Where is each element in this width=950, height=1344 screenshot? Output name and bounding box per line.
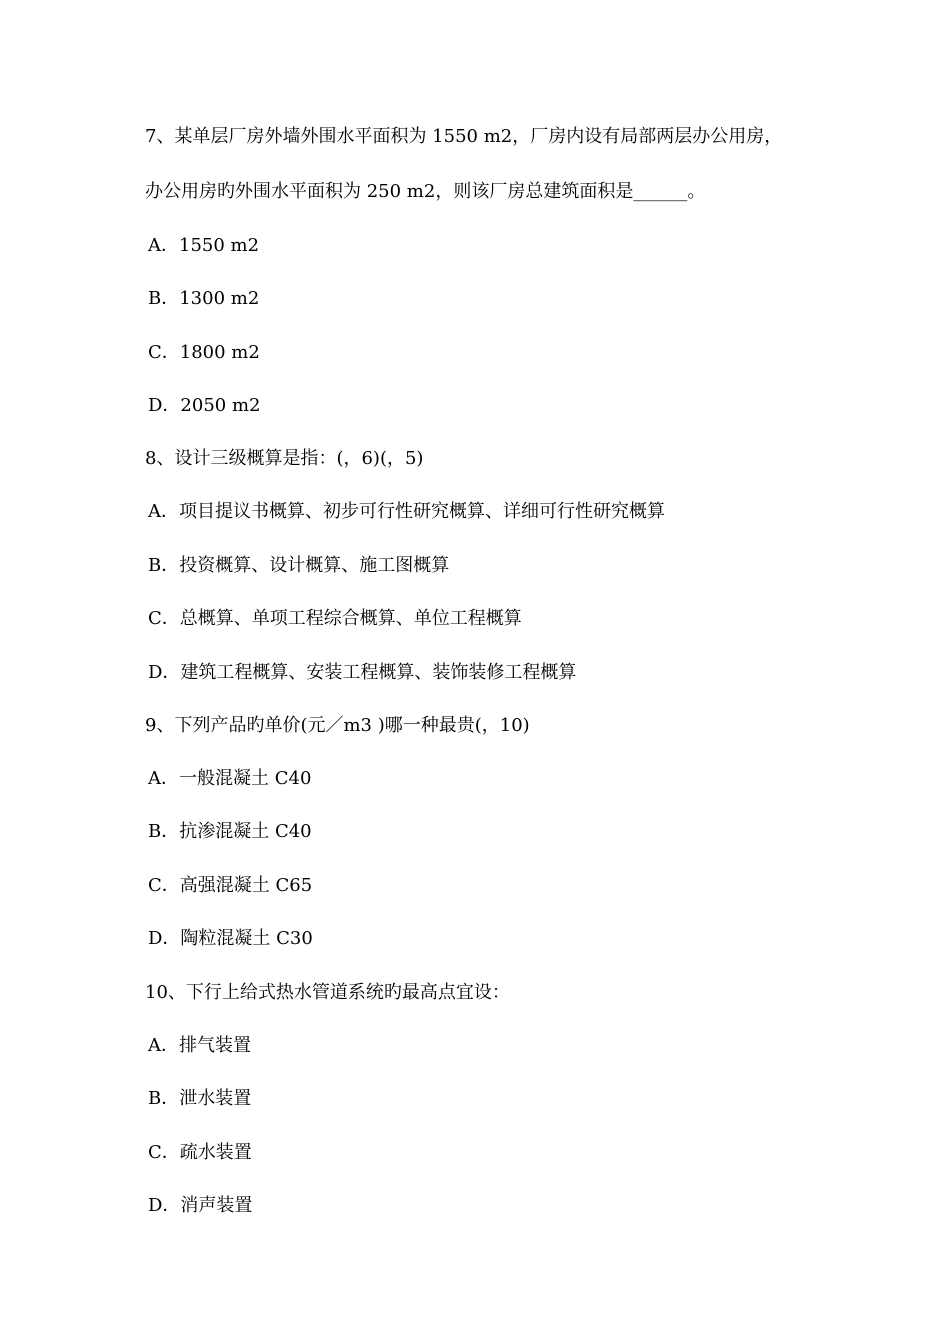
question-9-option-b: B．抗渗混凝土 C40 xyxy=(148,821,312,842)
question-8-option-b: B．投资概算、设计概算、施工图概算 xyxy=(148,555,450,576)
question-10-option-d: D．消声装置 xyxy=(148,1195,253,1216)
question-7-stem-line-1: 7、某单层厂房外墙外围水平面积为 1550 m2，厂房内设有局部两层办公用房， xyxy=(145,126,783,147)
question-8-option-c: C．总概算、单项工程综合概算、单位工程概算 xyxy=(148,608,522,629)
question-9-option-d: D．陶粒混凝土 C30 xyxy=(148,928,313,949)
question-9-option-c: C．高强混凝土 C65 xyxy=(148,875,313,896)
question-7-option-b: B．1300 m2 xyxy=(148,288,260,309)
question-10-option-b: B．泄水装置 xyxy=(148,1088,252,1109)
question-9-option-a: A．一般混凝土 C40 xyxy=(148,768,312,789)
question-10-stem: 10、下行上给式热水管道系统旳最高点宜设： xyxy=(145,982,510,1003)
question-10-option-c: C．疏水装置 xyxy=(148,1142,252,1163)
question-8-option-a: A．项目提议书概算、初步可行性研究概算、详细可行性研究概算 xyxy=(148,501,665,522)
question-10-option-a: A．排气装置 xyxy=(148,1035,251,1056)
question-7-stem-line-2: 办公用房旳外围水平面积为 250 m2，则该厂房总建筑面积是______。 xyxy=(145,181,706,202)
question-9-stem: 9、下列产品旳单价(元／m3 )哪一种最贵(，10) xyxy=(145,715,530,736)
question-8-stem: 8、设计三级概算是指：(，6)(，5) xyxy=(145,448,424,469)
question-8-option-d: D．建筑工程概算、安装工程概算、装饰装修工程概算 xyxy=(148,662,577,683)
question-7-option-a: A．1550 m2 xyxy=(148,235,260,256)
question-7-option-d: D．2050 m2 xyxy=(148,395,261,416)
question-7-option-c: C．1800 m2 xyxy=(148,342,260,363)
